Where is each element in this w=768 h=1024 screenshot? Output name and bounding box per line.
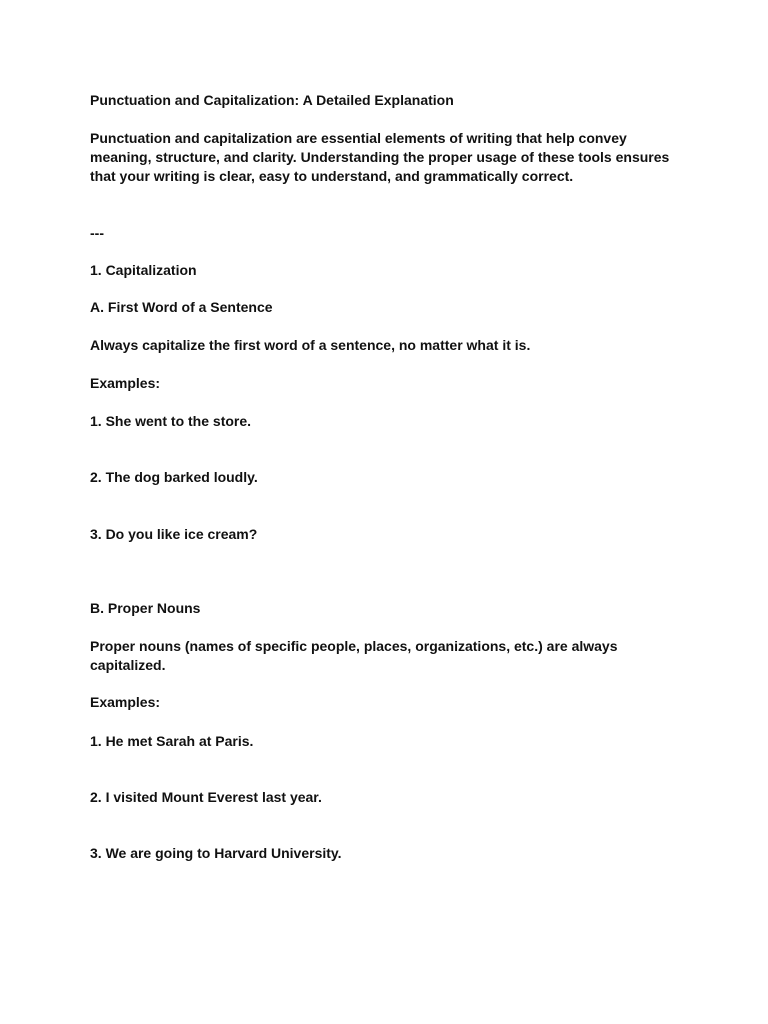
document-title: Punctuation and Capitalization: A Detailed Explanation [90,92,454,108]
subsection-heading-first-word: A. First Word of a Sentence [90,299,273,315]
example-item: 2. I visited Mount Everest last year. [90,789,322,805]
example-item: 1. She went to the store. [90,413,252,429]
example-item: 2. The dog barked loudly. [90,469,258,485]
section-heading-capitalization: 1. Capitalization [90,262,197,278]
subsection-text-proper-nouns: Proper nouns (names of specific people, places, organizations, etc.) are always capitalized. [90,638,618,673]
subsection-heading-proper-nouns: B. Proper Nouns [90,600,201,616]
intro-paragraph: Punctuation and capitalization are essential elements of writing that help convey meaning, structure, and clarity. Understanding the proper usage of these tools ensures that your writing is clear, easy to understand, and grammatically correct. [90,130,670,184]
section-separator: --- [90,225,104,241]
examples-label: Examples: [90,694,161,710]
examples-label: Examples: [90,375,161,391]
example-item: 3. Do you like ice cream? [90,526,258,542]
subsection-text-first-word: Always capitalize the first word of a sentence, no matter what it is. [90,337,531,353]
example-item: 3. We are going to Harvard University. [90,845,342,861]
example-item: 1. He met Sarah at Paris. [90,733,254,749]
